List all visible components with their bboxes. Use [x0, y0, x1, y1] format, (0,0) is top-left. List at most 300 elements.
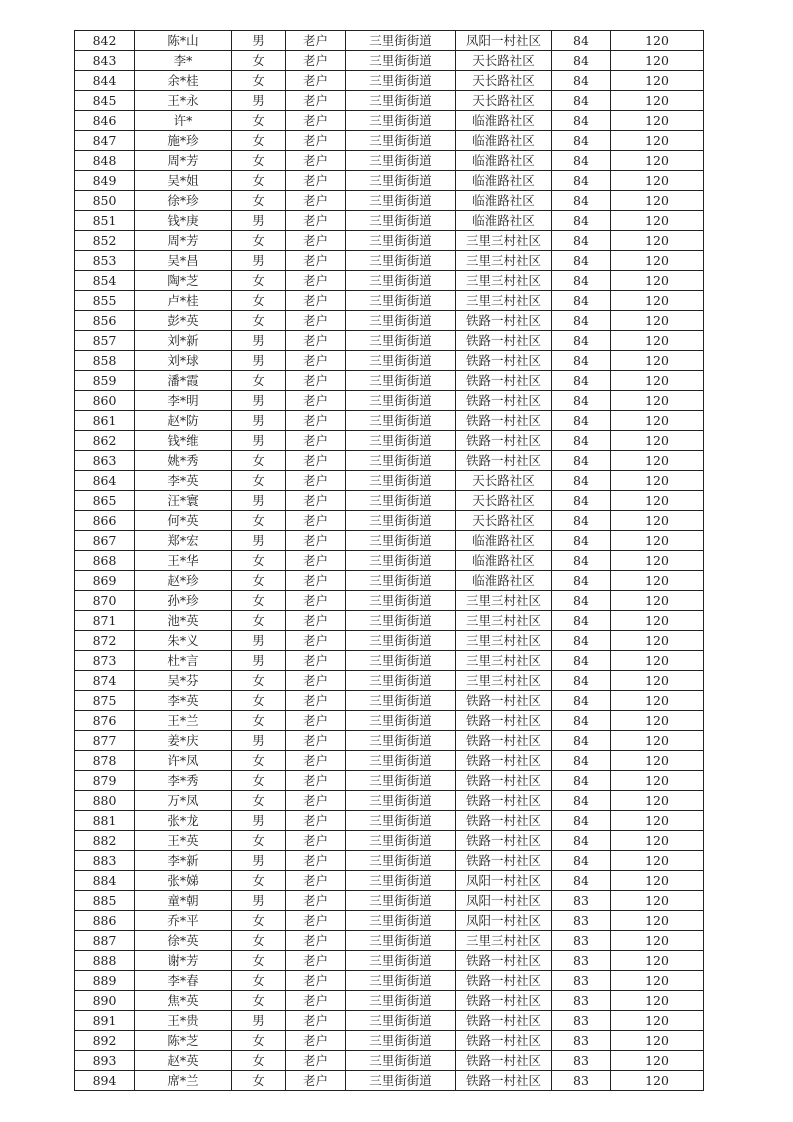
gender-cell: 女 — [232, 291, 286, 311]
table-row — [75, 931, 704, 951]
community-cell: 临淮路社区 — [456, 531, 552, 551]
age-cell: 83 — [552, 951, 611, 971]
person-name-cell: 李*英 — [135, 471, 232, 491]
amount-cell: 120 — [611, 391, 704, 411]
community-cell: 铁路一村社区 — [456, 951, 552, 971]
person-name-cell: 李*英 — [135, 691, 232, 711]
community-cell: 天长路社区 — [456, 511, 552, 531]
row-number-cell: 846 — [75, 111, 135, 131]
table-row — [75, 251, 704, 271]
person-name-cell: 徐*英 — [135, 931, 232, 951]
age-cell: 84 — [552, 471, 611, 491]
street-cell: 三里街街道 — [346, 91, 456, 111]
row-number-cell: 889 — [75, 971, 135, 991]
community-cell: 铁路一村社区 — [456, 1051, 552, 1071]
community-cell: 三里三村社区 — [456, 271, 552, 291]
table-row — [75, 231, 704, 251]
age-cell: 84 — [552, 591, 611, 611]
amount-cell: 120 — [611, 471, 704, 491]
community-cell: 临淮路社区 — [456, 571, 552, 591]
person-name-cell: 汪*寰 — [135, 491, 232, 511]
street-cell: 三里街街道 — [346, 651, 456, 671]
row-number-cell: 892 — [75, 1031, 135, 1051]
amount-cell: 120 — [611, 311, 704, 331]
person-name-cell: 乔*平 — [135, 911, 232, 931]
amount-cell: 120 — [611, 1051, 704, 1071]
amount-cell: 120 — [611, 951, 704, 971]
age-cell: 84 — [552, 731, 611, 751]
person-name-cell: 赵*英 — [135, 1051, 232, 1071]
gender-cell: 女 — [232, 551, 286, 571]
community-cell: 铁路一村社区 — [456, 1071, 552, 1091]
person-name-cell: 杜*言 — [135, 651, 232, 671]
street-cell: 三里街街道 — [346, 31, 456, 51]
person-name-cell: 许*凤 — [135, 751, 232, 771]
community-cell: 临淮路社区 — [456, 211, 552, 231]
household-type-cell: 老户 — [286, 331, 346, 351]
row-number-cell: 877 — [75, 731, 135, 751]
person-name-cell: 周*芳 — [135, 151, 232, 171]
gender-cell: 男 — [232, 811, 286, 831]
row-number-cell: 853 — [75, 251, 135, 271]
street-cell: 三里街街道 — [346, 51, 456, 71]
table-row — [75, 91, 704, 111]
community-cell: 三里三村社区 — [456, 611, 552, 631]
row-number-cell: 858 — [75, 351, 135, 371]
gender-cell: 男 — [232, 1011, 286, 1031]
row-number-cell: 844 — [75, 71, 135, 91]
street-cell: 三里街街道 — [346, 271, 456, 291]
person-name-cell: 周*芳 — [135, 231, 232, 251]
amount-cell: 120 — [611, 271, 704, 291]
household-type-cell: 老户 — [286, 291, 346, 311]
amount-cell: 120 — [611, 1011, 704, 1031]
amount-cell: 120 — [611, 791, 704, 811]
gender-cell: 女 — [232, 131, 286, 151]
person-name-cell: 陶*芝 — [135, 271, 232, 291]
age-cell: 84 — [552, 631, 611, 651]
community-cell: 铁路一村社区 — [456, 451, 552, 471]
amount-cell: 120 — [611, 711, 704, 731]
gender-cell: 男 — [232, 731, 286, 751]
person-name-cell: 吴*芬 — [135, 671, 232, 691]
amount-cell: 120 — [611, 491, 704, 511]
household-type-cell: 老户 — [286, 991, 346, 1011]
person-name-cell: 卢*桂 — [135, 291, 232, 311]
community-cell: 天长路社区 — [456, 71, 552, 91]
table-row — [75, 1051, 704, 1071]
street-cell: 三里街街道 — [346, 671, 456, 691]
street-cell: 三里街街道 — [346, 531, 456, 551]
household-type-cell: 老户 — [286, 271, 346, 291]
household-type-cell: 老户 — [286, 931, 346, 951]
table-row — [75, 271, 704, 291]
street-cell: 三里街街道 — [346, 1051, 456, 1071]
row-number-cell: 882 — [75, 831, 135, 851]
street-cell: 三里街街道 — [346, 831, 456, 851]
street-cell: 三里街街道 — [346, 71, 456, 91]
table-row — [75, 471, 704, 491]
household-type-cell: 老户 — [286, 431, 346, 451]
person-name-cell: 王*英 — [135, 831, 232, 851]
amount-cell: 120 — [611, 1031, 704, 1051]
age-cell: 84 — [552, 491, 611, 511]
person-name-cell: 童*朝 — [135, 891, 232, 911]
age-cell: 84 — [552, 531, 611, 551]
age-cell: 83 — [552, 911, 611, 931]
age-cell: 84 — [552, 451, 611, 471]
amount-cell: 120 — [611, 571, 704, 591]
row-number-cell: 847 — [75, 131, 135, 151]
gender-cell: 男 — [232, 251, 286, 271]
household-type-cell: 老户 — [286, 851, 346, 871]
community-cell: 铁路一村社区 — [456, 391, 552, 411]
table-row — [75, 851, 704, 871]
row-number-cell: 883 — [75, 851, 135, 871]
age-cell: 83 — [552, 891, 611, 911]
amount-cell: 120 — [611, 551, 704, 571]
community-cell: 铁路一村社区 — [456, 351, 552, 371]
household-type-cell: 老户 — [286, 251, 346, 271]
household-type-cell: 老户 — [286, 811, 346, 831]
person-name-cell: 刘*新 — [135, 331, 232, 351]
table-row — [75, 651, 704, 671]
household-type-cell: 老户 — [286, 651, 346, 671]
gender-cell: 女 — [232, 191, 286, 211]
row-number-cell: 857 — [75, 331, 135, 351]
age-cell: 84 — [552, 71, 611, 91]
age-cell: 84 — [552, 411, 611, 431]
roster-table — [74, 30, 704, 1091]
age-cell: 83 — [552, 1011, 611, 1031]
household-type-cell: 老户 — [286, 51, 346, 71]
amount-cell: 120 — [611, 231, 704, 251]
street-cell: 三里街街道 — [346, 751, 456, 771]
age-cell: 84 — [552, 831, 611, 851]
street-cell: 三里街街道 — [346, 1071, 456, 1091]
community-cell: 三里三村社区 — [456, 231, 552, 251]
household-type-cell: 老户 — [286, 111, 346, 131]
street-cell: 三里街街道 — [346, 911, 456, 931]
street-cell: 三里街街道 — [346, 351, 456, 371]
age-cell: 84 — [552, 91, 611, 111]
age-cell: 84 — [552, 371, 611, 391]
table-row — [75, 511, 704, 531]
community-cell: 铁路一村社区 — [456, 851, 552, 871]
person-name-cell: 李*新 — [135, 851, 232, 871]
household-type-cell: 老户 — [286, 1031, 346, 1051]
community-cell: 铁路一村社区 — [456, 691, 552, 711]
gender-cell: 女 — [232, 1051, 286, 1071]
community-cell: 铁路一村社区 — [456, 1031, 552, 1051]
street-cell: 三里街街道 — [346, 111, 456, 131]
amount-cell: 120 — [611, 351, 704, 371]
row-number-cell: 874 — [75, 671, 135, 691]
person-name-cell: 陈*芝 — [135, 1031, 232, 1051]
amount-cell: 120 — [611, 911, 704, 931]
person-name-cell: 郑*宏 — [135, 531, 232, 551]
row-number-cell: 865 — [75, 491, 135, 511]
table-row — [75, 331, 704, 351]
age-cell: 84 — [552, 651, 611, 671]
table-row — [75, 171, 704, 191]
amount-cell: 120 — [611, 251, 704, 271]
person-name-cell: 孙*珍 — [135, 591, 232, 611]
street-cell: 三里街街道 — [346, 431, 456, 451]
community-cell: 铁路一村社区 — [456, 831, 552, 851]
street-cell: 三里街街道 — [346, 571, 456, 591]
community-cell: 临淮路社区 — [456, 111, 552, 131]
community-cell: 凤阳一村社区 — [456, 911, 552, 931]
gender-cell: 女 — [232, 711, 286, 731]
table-row — [75, 731, 704, 751]
table-row — [75, 591, 704, 611]
person-name-cell: 朱*义 — [135, 631, 232, 651]
age-cell: 84 — [552, 111, 611, 131]
row-number-cell: 851 — [75, 211, 135, 231]
row-number-cell: 881 — [75, 811, 135, 831]
amount-cell: 120 — [611, 291, 704, 311]
household-type-cell: 老户 — [286, 671, 346, 691]
household-type-cell: 老户 — [286, 1051, 346, 1071]
person-name-cell: 何*英 — [135, 511, 232, 531]
street-cell: 三里街街道 — [346, 291, 456, 311]
street-cell: 三里街街道 — [346, 891, 456, 911]
street-cell: 三里街街道 — [346, 151, 456, 171]
row-number-cell: 891 — [75, 1011, 135, 1031]
table-row — [75, 671, 704, 691]
amount-cell: 120 — [611, 771, 704, 791]
table-row — [75, 491, 704, 511]
community-cell: 铁路一村社区 — [456, 771, 552, 791]
person-name-cell: 李*秀 — [135, 771, 232, 791]
age-cell: 83 — [552, 1071, 611, 1091]
household-type-cell: 老户 — [286, 871, 346, 891]
amount-cell: 120 — [611, 691, 704, 711]
household-type-cell: 老户 — [286, 691, 346, 711]
gender-cell: 男 — [232, 91, 286, 111]
household-type-cell: 老户 — [286, 971, 346, 991]
street-cell: 三里街街道 — [346, 191, 456, 211]
household-type-cell: 老户 — [286, 491, 346, 511]
person-name-cell: 彭*英 — [135, 311, 232, 331]
table-row — [75, 191, 704, 211]
household-type-cell: 老户 — [286, 471, 346, 491]
household-type-cell: 老户 — [286, 151, 346, 171]
person-name-cell: 王*贵 — [135, 1011, 232, 1031]
person-name-cell: 吴*姐 — [135, 171, 232, 191]
street-cell: 三里街街道 — [346, 551, 456, 571]
row-number-cell: 848 — [75, 151, 135, 171]
age-cell: 84 — [552, 771, 611, 791]
street-cell: 三里街街道 — [346, 871, 456, 891]
household-type-cell: 老户 — [286, 951, 346, 971]
community-cell: 临淮路社区 — [456, 151, 552, 171]
age-cell: 83 — [552, 1051, 611, 1071]
table-row — [75, 951, 704, 971]
row-number-cell: 868 — [75, 551, 135, 571]
person-name-cell: 李* — [135, 51, 232, 71]
gender-cell: 男 — [232, 491, 286, 511]
household-type-cell: 老户 — [286, 751, 346, 771]
table-row — [75, 991, 704, 1011]
street-cell: 三里街街道 — [346, 951, 456, 971]
community-cell: 凤阳一村社区 — [456, 891, 552, 911]
row-number-cell: 867 — [75, 531, 135, 551]
community-cell: 三里三村社区 — [456, 671, 552, 691]
table-row — [75, 871, 704, 891]
age-cell: 84 — [552, 571, 611, 591]
amount-cell: 120 — [611, 111, 704, 131]
table-row — [75, 551, 704, 571]
table-row — [75, 411, 704, 431]
age-cell: 83 — [552, 971, 611, 991]
gender-cell: 男 — [232, 331, 286, 351]
row-number-cell: 870 — [75, 591, 135, 611]
row-number-cell: 893 — [75, 1051, 135, 1071]
amount-cell: 120 — [611, 531, 704, 551]
amount-cell: 120 — [611, 751, 704, 771]
gender-cell: 男 — [232, 631, 286, 651]
household-type-cell: 老户 — [286, 511, 346, 531]
age-cell: 84 — [552, 511, 611, 531]
household-type-cell: 老户 — [286, 771, 346, 791]
household-type-cell: 老户 — [286, 131, 346, 151]
gender-cell: 女 — [232, 771, 286, 791]
person-name-cell: 刘*球 — [135, 351, 232, 371]
age-cell: 84 — [552, 391, 611, 411]
community-cell: 铁路一村社区 — [456, 1011, 552, 1031]
street-cell: 三里街街道 — [346, 491, 456, 511]
gender-cell: 女 — [232, 151, 286, 171]
household-type-cell: 老户 — [286, 311, 346, 331]
community-cell: 三里三村社区 — [456, 591, 552, 611]
row-number-cell: 850 — [75, 191, 135, 211]
row-number-cell: 872 — [75, 631, 135, 651]
amount-cell: 120 — [611, 31, 704, 51]
age-cell: 84 — [552, 871, 611, 891]
gender-cell: 女 — [232, 911, 286, 931]
age-cell: 84 — [552, 691, 611, 711]
row-number-cell: 864 — [75, 471, 135, 491]
amount-cell: 120 — [611, 931, 704, 951]
age-cell: 84 — [552, 331, 611, 351]
household-type-cell: 老户 — [286, 911, 346, 931]
table-row — [75, 911, 704, 931]
amount-cell: 120 — [611, 731, 704, 751]
person-name-cell: 钱*维 — [135, 431, 232, 451]
gender-cell: 男 — [232, 351, 286, 371]
table-row — [75, 111, 704, 131]
table-row — [75, 1071, 704, 1091]
community-cell: 三里三村社区 — [456, 251, 552, 271]
community-cell: 天长路社区 — [456, 51, 552, 71]
household-type-cell: 老户 — [286, 711, 346, 731]
household-type-cell: 老户 — [286, 591, 346, 611]
amount-cell: 120 — [611, 871, 704, 891]
row-number-cell: 875 — [75, 691, 135, 711]
person-name-cell: 王*华 — [135, 551, 232, 571]
table-row — [75, 751, 704, 771]
community-cell: 铁路一村社区 — [456, 811, 552, 831]
amount-cell: 120 — [611, 831, 704, 851]
table-row — [75, 691, 704, 711]
table-row — [75, 31, 704, 51]
age-cell: 84 — [552, 311, 611, 331]
person-name-cell: 陈*山 — [135, 31, 232, 51]
age-cell: 83 — [552, 991, 611, 1011]
table-row — [75, 1011, 704, 1031]
household-type-cell: 老户 — [286, 1071, 346, 1091]
table-row — [75, 291, 704, 311]
person-name-cell: 张*龙 — [135, 811, 232, 831]
amount-cell: 120 — [611, 91, 704, 111]
gender-cell: 男 — [232, 531, 286, 551]
household-type-cell: 老户 — [286, 531, 346, 551]
household-type-cell: 老户 — [286, 371, 346, 391]
row-number-cell: 856 — [75, 311, 135, 331]
community-cell: 铁路一村社区 — [456, 431, 552, 451]
row-number-cell: 873 — [75, 651, 135, 671]
street-cell: 三里街街道 — [346, 1031, 456, 1051]
table-row — [75, 151, 704, 171]
row-number-cell: 869 — [75, 571, 135, 591]
person-name-cell: 施*珍 — [135, 131, 232, 151]
street-cell: 三里街街道 — [346, 991, 456, 1011]
street-cell: 三里街街道 — [346, 711, 456, 731]
community-cell: 铁路一村社区 — [456, 791, 552, 811]
household-type-cell: 老户 — [286, 191, 346, 211]
street-cell: 三里街街道 — [346, 411, 456, 431]
amount-cell: 120 — [611, 151, 704, 171]
gender-cell: 女 — [232, 1071, 286, 1091]
household-type-cell: 老户 — [286, 391, 346, 411]
person-name-cell: 赵*防 — [135, 411, 232, 431]
age-cell: 84 — [552, 351, 611, 371]
household-type-cell: 老户 — [286, 171, 346, 191]
gender-cell: 女 — [232, 511, 286, 531]
row-number-cell: 859 — [75, 371, 135, 391]
community-cell: 天长路社区 — [456, 491, 552, 511]
table-row — [75, 131, 704, 151]
gender-cell: 男 — [232, 891, 286, 911]
household-type-cell: 老户 — [286, 451, 346, 471]
age-cell: 84 — [552, 151, 611, 171]
row-number-cell: 894 — [75, 1071, 135, 1091]
row-number-cell: 876 — [75, 711, 135, 731]
community-cell: 临淮路社区 — [456, 551, 552, 571]
street-cell: 三里街街道 — [346, 331, 456, 351]
gender-cell: 女 — [232, 831, 286, 851]
person-name-cell: 张*娣 — [135, 871, 232, 891]
gender-cell: 女 — [232, 571, 286, 591]
amount-cell: 120 — [611, 411, 704, 431]
age-cell: 84 — [552, 251, 611, 271]
person-name-cell: 徐*珍 — [135, 191, 232, 211]
person-name-cell: 赵*珍 — [135, 571, 232, 591]
street-cell: 三里街街道 — [346, 231, 456, 251]
row-number-cell: 861 — [75, 411, 135, 431]
gender-cell: 女 — [232, 231, 286, 251]
street-cell: 三里街街道 — [346, 611, 456, 631]
row-number-cell: 854 — [75, 271, 135, 291]
person-name-cell: 王*永 — [135, 91, 232, 111]
gender-cell: 女 — [232, 1031, 286, 1051]
gender-cell: 女 — [232, 671, 286, 691]
community-cell: 铁路一村社区 — [456, 751, 552, 771]
household-type-cell: 老户 — [286, 891, 346, 911]
amount-cell: 120 — [611, 51, 704, 71]
